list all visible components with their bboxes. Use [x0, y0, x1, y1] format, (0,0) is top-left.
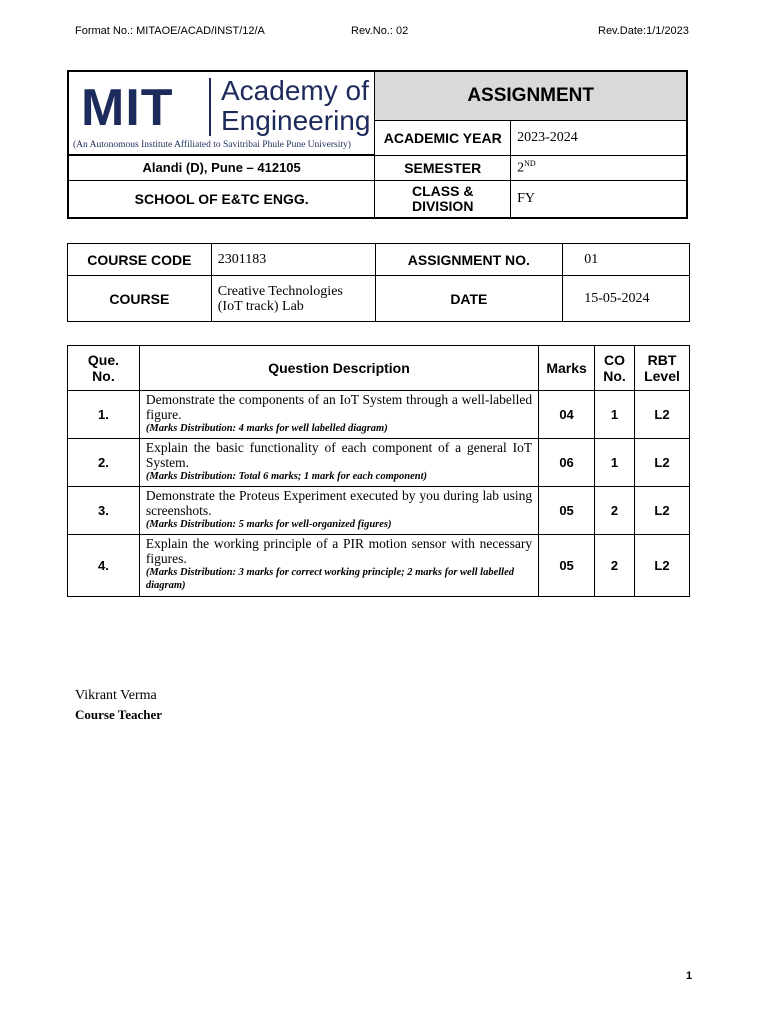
- logo-line-1: Academy of: [221, 75, 369, 106]
- document-title-text: ASSIGNMENT: [467, 84, 595, 106]
- institute-address: Alandi (D), Pune – 412105: [68, 155, 375, 180]
- question-marks: 05: [539, 535, 595, 597]
- table-row: [68, 391, 690, 439]
- question-rbt: L2: [635, 391, 690, 439]
- question-rbt: L2: [635, 487, 690, 535]
- question-marks: 05: [539, 487, 595, 535]
- table-row: [68, 439, 690, 487]
- question-co: 1: [595, 439, 635, 487]
- revision-number: Rev.No.: 02: [351, 25, 409, 37]
- course-code-value: 2301183: [211, 244, 375, 276]
- question-co: 1: [595, 391, 635, 439]
- table-row: [68, 535, 690, 597]
- question-marks: 06: [539, 439, 595, 487]
- institute-header-table: [67, 70, 688, 219]
- format-number: Format No.: MITAOE/ACAD/INST/12/A: [75, 25, 265, 37]
- question-number: 4.: [68, 535, 140, 597]
- header-que-line-1: Que.: [87, 352, 119, 368]
- semester-number: 2: [517, 160, 525, 176]
- course-code-label: COURSE CODE: [68, 244, 212, 276]
- school-name: SCHOOL OF E&TC ENGG.: [68, 180, 375, 218]
- question-description: [139, 535, 538, 597]
- header-co-line-2: No.: [603, 368, 626, 384]
- course-label: COURSE: [68, 276, 212, 322]
- page-number: 1: [686, 970, 693, 982]
- questions-table: [67, 345, 690, 597]
- teacher-name: Vikrant Verma: [75, 688, 157, 703]
- class-division-value: FY: [511, 180, 687, 218]
- table-row: [68, 487, 690, 535]
- question-number: 2.: [68, 439, 140, 487]
- question-description: [139, 487, 538, 535]
- marks-distribution: (Marks Distribution: Total 6 marks; 1 mark for each component): [145, 471, 427, 482]
- questions-header-row: [68, 346, 690, 391]
- marks-distribution: (Marks Distribution: 3 marks for correct working principle; 2 marks for well labelled diagram): [145, 567, 514, 591]
- logo-subtitle: (An Autonomous Institute Affiliated to Savitribai Phule Pune University): [73, 140, 351, 150]
- marks-distribution: (Marks Distribution: 4 marks for well labelled diagram): [145, 423, 388, 434]
- question-text: Demonstrate the Proteus Experiment executed by you during lab using screenshots.: [145, 488, 533, 518]
- class-division-label: [375, 180, 511, 218]
- marks-distribution: (Marks Distribution: 5 marks for well-organized figures): [145, 519, 392, 530]
- question-text: Explain the basic functionality of each component of a general IoT System.: [145, 440, 533, 470]
- header-question-description: Question Description: [139, 346, 538, 391]
- date-label: DATE: [375, 276, 563, 322]
- question-co: 2: [595, 535, 635, 597]
- division-label: DIVISION: [411, 197, 474, 214]
- revision-date: Rev.Date:1/1/2023: [598, 25, 689, 37]
- header-rbt-level: [635, 346, 690, 391]
- question-description: [139, 391, 538, 439]
- question-number: 1.: [68, 391, 140, 439]
- date-value: 15-05-2024: [563, 276, 690, 322]
- semester-suffix: ND: [524, 158, 536, 168]
- course-info-table: [67, 243, 690, 322]
- question-co: 2: [595, 487, 635, 535]
- question-description: [139, 439, 538, 487]
- academic-year-value: 2023-2024: [511, 120, 687, 155]
- logo-line-2: Engineering: [221, 105, 371, 136]
- course-name-line-2: (IoT track) Lab: [217, 298, 304, 314]
- class-label: CLASS &: [411, 182, 474, 199]
- teacher-role: Course Teacher: [75, 707, 163, 722]
- header-co-no: [595, 346, 635, 391]
- document-title: [375, 71, 687, 120]
- question-rbt: L2: [635, 535, 690, 597]
- academic-year-label: ACADEMIC YEAR: [375, 120, 511, 155]
- course-name: [211, 276, 375, 322]
- header-que-no: [68, 346, 140, 391]
- assignment-no-label: ASSIGNMENT NO.: [375, 244, 563, 276]
- question-marks: 04: [539, 391, 595, 439]
- header-que-line-2: No.: [92, 368, 115, 384]
- logo-divider: [209, 78, 211, 136]
- course-name-line-1: Creative Technologies: [217, 283, 343, 299]
- header-rbt-line-1: RBT: [647, 352, 677, 368]
- question-text: Explain the working principle of a PIR motion sensor with necessary figures.: [145, 536, 533, 566]
- header-co-line-1: CO: [604, 352, 626, 368]
- header-rbt-line-2: Level: [644, 368, 680, 384]
- question-text: Demonstrate the components of an IoT System through a well-labelled figure.: [145, 392, 533, 422]
- header-marks: Marks: [539, 346, 595, 391]
- semester-label: SEMESTER: [375, 155, 511, 180]
- assignment-no-value: 01: [563, 244, 690, 276]
- question-number: 3.: [68, 487, 140, 535]
- semester-value: [511, 155, 687, 180]
- institute-logo: [68, 71, 375, 155]
- logo-mit-wordmark: MIT: [81, 79, 174, 137]
- question-rbt: L2: [635, 439, 690, 487]
